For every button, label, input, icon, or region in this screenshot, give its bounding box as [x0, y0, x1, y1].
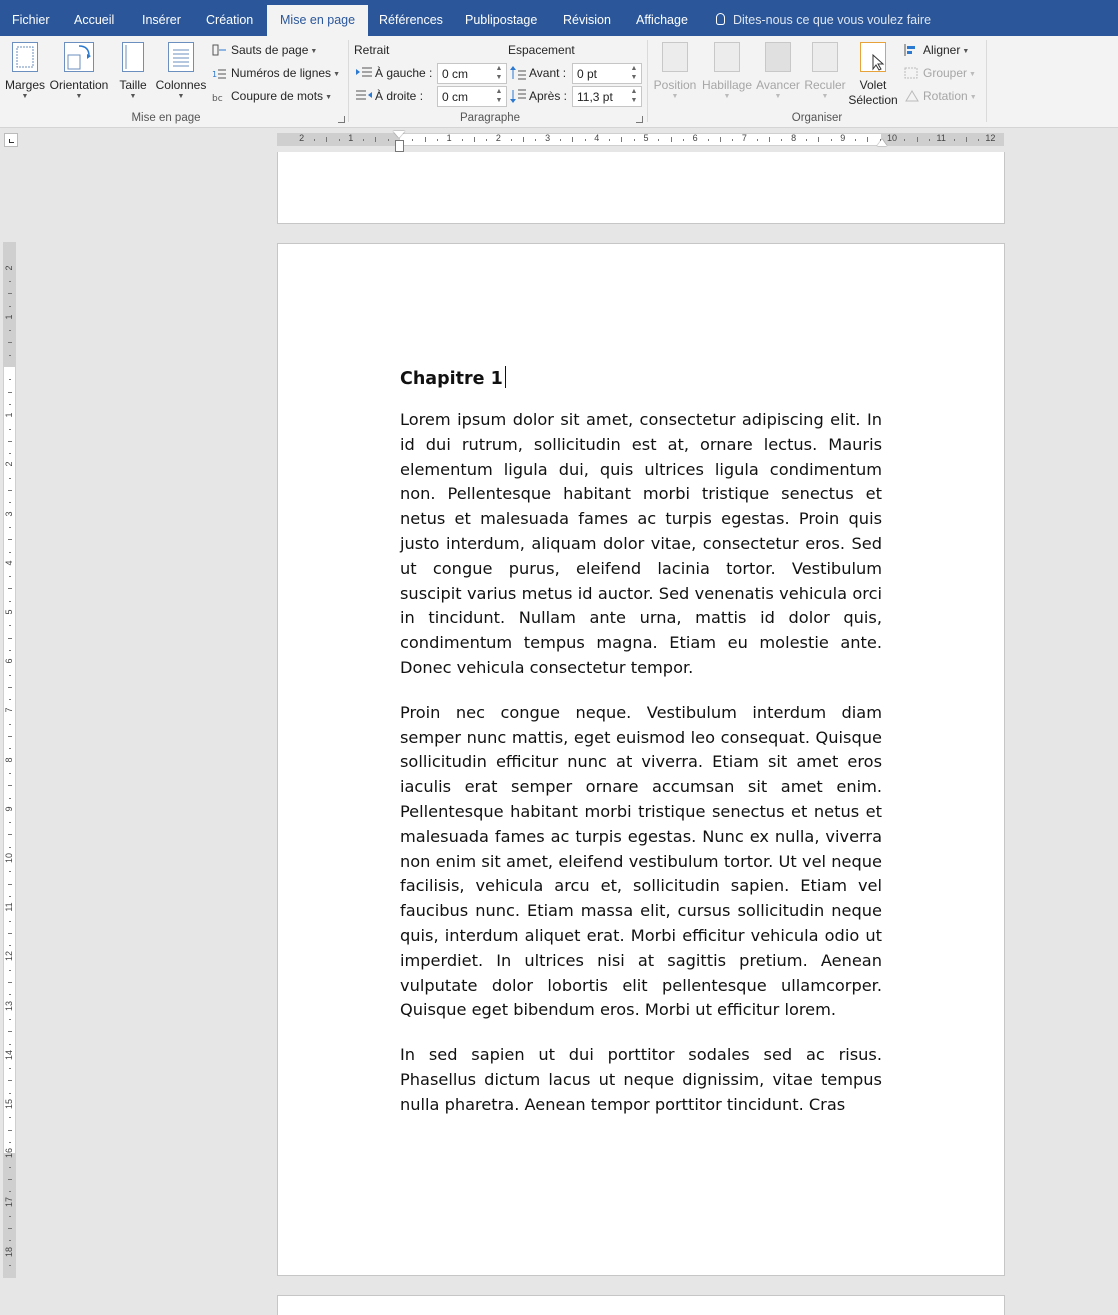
- ribbon: [0, 36, 1118, 128]
- ruler-tick: [904, 139, 905, 141]
- spin-down-icon[interactable]: ▼: [630, 74, 638, 81]
- ruler-number: 11: [936, 133, 946, 143]
- ruler-tick: [831, 139, 832, 141]
- spacing-after-label: Après :: [510, 86, 567, 106]
- ruler-number: 11: [4, 902, 14, 912]
- ruler-number: 14: [4, 1049, 14, 1060]
- ruler-number: 17: [4, 1197, 14, 1208]
- indent-left-input[interactable]: [438, 64, 492, 83]
- ruler-number: 7: [741, 133, 747, 143]
- ruler-tick: [978, 139, 979, 141]
- ruler-tick: [9, 871, 11, 872]
- spacing-section-title: Espacement: [508, 43, 575, 57]
- ruler-tick: [8, 1031, 12, 1032]
- size-button[interactable]: Taille ▼: [114, 42, 152, 102]
- send-backward-button[interactable]: Reculer ▼: [802, 42, 848, 102]
- margins-button[interactable]: Marges ▼: [4, 42, 46, 102]
- tab-insert[interactable]: Insérer: [142, 13, 181, 27]
- ruler-number: 16: [4, 1148, 14, 1159]
- ruler-tick: [8, 490, 12, 491]
- svg-text:1: 1: [212, 70, 218, 79]
- indent-section-title: Retrait: [354, 43, 390, 57]
- page-setup-group-label: Mise en page: [131, 112, 201, 124]
- ruler-tick: [621, 137, 622, 142]
- ruler-tick: [8, 785, 12, 786]
- chapter-heading[interactable]: Chapitre 1: [400, 364, 882, 394]
- ruler-number: 2: [4, 461, 14, 467]
- ruler-tick: [9, 1191, 11, 1192]
- chevron-down-icon: ▼: [774, 93, 782, 100]
- ruler-tick: [8, 392, 12, 393]
- ruler-tick: [9, 896, 11, 897]
- spin-up-icon[interactable]: ▲: [495, 88, 503, 95]
- rotate-icon: [904, 88, 919, 100]
- ruler-number: 6: [4, 658, 14, 664]
- tab-view[interactable]: Affichage: [636, 13, 688, 27]
- ruler-tick: [425, 137, 426, 142]
- ruler-tick: [9, 675, 11, 676]
- orientation-icon: [64, 42, 94, 72]
- ruler-tick: [8, 638, 12, 639]
- ruler-tick: [8, 1228, 12, 1229]
- chevron-down-icon: ▼: [962, 48, 970, 55]
- ribbon-tab-bar: [0, 0, 1118, 36]
- ruler-number: 10: [4, 853, 14, 864]
- ruler-tick: [8, 293, 12, 294]
- chevron-down-icon: ▼: [177, 93, 185, 100]
- send-backward-icon: [812, 42, 838, 72]
- ruler-tick: [9, 478, 11, 479]
- right-indent-marker[interactable]: [877, 139, 887, 146]
- ruler-tick: [9, 330, 11, 331]
- page-break-icon: [212, 42, 227, 54]
- ruler-number: 7: [4, 707, 14, 713]
- tab-mailings[interactable]: Publipostage: [465, 13, 538, 27]
- chevron-down-icon: ▼: [75, 93, 83, 100]
- wrap-text-button[interactable]: Habillage ▼: [700, 42, 754, 102]
- spin-down-icon[interactable]: ▼: [630, 97, 638, 104]
- ruler-tick: [8, 1130, 12, 1131]
- ruler-tick: [9, 355, 11, 356]
- columns-button[interactable]: Colonnes ▼: [154, 42, 208, 102]
- spacing-before-spinner[interactable]: [572, 63, 642, 84]
- ruler-tick: [585, 139, 586, 141]
- indent-left-label: À gauche :: [356, 63, 432, 83]
- paragraph-dialog-launcher[interactable]: [636, 116, 643, 123]
- ruler-tick: [708, 139, 709, 141]
- group-separator: [647, 40, 648, 122]
- document-body[interactable]: [400, 364, 882, 1138]
- ruler-tick: [9, 601, 11, 602]
- tab-references[interactable]: Références: [379, 13, 443, 27]
- ruler-tick: [954, 139, 955, 141]
- ruler-number: 10: [886, 133, 897, 143]
- ruler-tick: [9, 453, 11, 454]
- spacing-after-input[interactable]: [573, 87, 627, 106]
- line-numbers-button[interactable]: 1 Numéros de lignes ▼: [212, 66, 340, 80]
- ruler-number: 8: [791, 133, 797, 143]
- ruler-number: 2: [4, 265, 14, 271]
- ruler-tick: [9, 1093, 11, 1094]
- horizontal-ruler[interactable]: [277, 133, 1004, 146]
- chevron-down-icon: ▼: [821, 93, 829, 100]
- ruler-tick: [9, 921, 11, 922]
- rotate-button[interactable]: Rotation ▼: [904, 86, 977, 106]
- text-cursor: [505, 366, 506, 388]
- indent-right-label: À droite :: [356, 86, 423, 106]
- ruler-tick: [572, 137, 573, 142]
- tab-design[interactable]: Création: [206, 13, 254, 27]
- bring-forward-button[interactable]: Avancer ▼: [755, 42, 801, 102]
- tab-file[interactable]: Fichier: [12, 13, 50, 27]
- ruler-tick: [8, 982, 12, 983]
- ruler-tick: [8, 1080, 12, 1081]
- ruler-tick: [8, 834, 12, 835]
- ruler-tick: [9, 1167, 11, 1168]
- ruler-tick: [326, 137, 327, 142]
- chevron-down-icon: ▼: [723, 93, 731, 100]
- align-button[interactable]: Aligner ▼: [904, 40, 969, 60]
- ruler-tick: [9, 822, 11, 823]
- spin-up-icon[interactable]: ▲: [495, 65, 503, 72]
- ruler-tick: [671, 137, 672, 142]
- paragraph[interactable]: In sed sapien ut dui porttitor sodales sed ac risus. Phasellus dictum lacus ut neque dignissim, vitae tempus nulla pharetra. Aenean tempor porttitor tincidunt. Cras: [400, 1045, 882, 1114]
- spacing-before-label: Avant :: [510, 63, 566, 83]
- ruler-tick: [720, 137, 721, 142]
- spacing-before-icon: [510, 66, 526, 80]
- bring-forward-icon: [765, 42, 791, 72]
- tab-layout[interactable]: Mise en page: [267, 5, 368, 36]
- tab-review[interactable]: Révision: [563, 13, 611, 27]
- ruler-tick: [966, 137, 967, 142]
- ruler-tick: [560, 139, 561, 141]
- ruler-tick: [486, 139, 487, 141]
- ruler-tick: [757, 139, 758, 141]
- tab-home[interactable]: Accueil: [74, 13, 115, 27]
- ruler-tick: [9, 1044, 11, 1045]
- ruler-tick: [9, 576, 11, 577]
- hyphenation-icon: [212, 88, 227, 100]
- ruler-tick: [523, 137, 524, 142]
- ruler-tick: [867, 137, 868, 142]
- ruler-tick: [9, 798, 11, 799]
- ruler-number: 12: [985, 133, 996, 143]
- chevron-down-icon: ▼: [129, 93, 137, 100]
- ruler-tick: [917, 137, 918, 142]
- ruler-tick: [9, 552, 11, 553]
- ruler-tick: [683, 139, 684, 141]
- indent-right-icon: [356, 88, 372, 100]
- ruler-tick: [375, 137, 376, 142]
- group-separator: [348, 40, 349, 122]
- ruler-number: 9: [840, 133, 846, 143]
- ruler-tick: [634, 139, 635, 141]
- ruler-tick: [658, 139, 659, 141]
- svg-text:bc: bc: [212, 94, 223, 102]
- ruler-number: 9: [4, 806, 14, 812]
- spacing-before-input[interactable]: [573, 64, 627, 83]
- selection-pane-icon: [860, 42, 886, 72]
- ruler-tick: [781, 139, 782, 141]
- ruler-tick: [8, 539, 12, 540]
- ruler-tick: [609, 139, 610, 141]
- ruler-number: 6: [692, 133, 698, 143]
- ruler-number: 3: [4, 511, 14, 517]
- first-line-indent-marker[interactable]: [393, 131, 405, 138]
- paragraph[interactable]: Proin nec congue neque. Vestibulum interdum diam semper nunc mattis, eget euismod leo consequat. Quisque sollicitudin efficitur nunc at viverra. Etiam sit amet eros iaculis erat semper ornare accumsan sit amet enim. Pellentesque habitant morbi tristique senectus et netus et malesuada fames ac turpis egestas. Nunc ex nulla, viverra non enim sit amet, eleifend vestibulum tortor. Ut vel neque facilisis, vehicula arcu et, sollicitudin sapien. Etiam vel faucibus nunc. Etiam massa elit, cursus sollicitudin neque quis, interdum aliquet erat. Morbi efficitur vehicula odio ut imperdiet. In ultrices nisi at sagittis pretium. Aenean vulputate dolor lobortis elit pellentesque ullamcorper. Quisque eget bibendum eros. Morbi ut efficitur lorem.: [400, 702, 882, 1020]
- ruler-tick: [929, 139, 930, 141]
- ruler-tick: [462, 139, 463, 141]
- left-indent-marker[interactable]: [395, 140, 404, 152]
- ruler-tick: [535, 139, 536, 141]
- ruler-number: 4: [4, 560, 14, 566]
- tab-selector[interactable]: [4, 133, 18, 147]
- ruler-tick: [339, 139, 340, 141]
- ruler-number: 12: [4, 951, 14, 962]
- ruler-number: 1: [446, 133, 452, 143]
- ruler-tick: [9, 1142, 11, 1143]
- tell-me-text: Dites-nous ce que vous voulez faire: [733, 13, 932, 27]
- ruler-number: 2: [495, 133, 501, 143]
- chevron-down-icon: ▼: [333, 71, 340, 78]
- ruler-tick: [732, 139, 733, 141]
- vertical-ruler[interactable]: [3, 242, 16, 1278]
- position-icon: [662, 42, 688, 72]
- tell-me-box[interactable]: [716, 0, 931, 36]
- spin-down-icon[interactable]: ▼: [495, 74, 503, 81]
- ruler-tick: [769, 137, 770, 142]
- previous-page: [277, 152, 1005, 224]
- ruler-tick: [9, 1019, 11, 1020]
- ruler-tick: [818, 137, 819, 142]
- indent-right-input[interactable]: [438, 87, 492, 106]
- ruler-number: 3: [545, 133, 551, 143]
- group-icon: [904, 65, 919, 77]
- ruler-tick: [9, 625, 11, 626]
- ruler-tick: [8, 687, 12, 688]
- align-icon: [904, 42, 919, 54]
- chevron-down-icon: ▼: [325, 94, 332, 101]
- ruler-number: 15: [4, 1099, 14, 1110]
- indent-right-spinner[interactable]: [437, 86, 507, 107]
- chevron-down-icon: ▼: [671, 93, 679, 100]
- ruler-tick: [9, 429, 11, 430]
- ruler-tick: [9, 527, 11, 528]
- ruler-tick: [8, 1179, 12, 1180]
- margins-icon: [12, 42, 38, 72]
- ruler-tick: [9, 847, 11, 848]
- ruler-tick: [9, 1117, 11, 1118]
- ruler-tick: [9, 404, 11, 405]
- ruler-tick: [8, 342, 12, 343]
- arrange-group-label: Organiser: [791, 112, 843, 124]
- orientation-button[interactable]: Orientation ▼: [48, 42, 110, 102]
- spin-down-icon[interactable]: ▼: [495, 97, 503, 104]
- ruler-tick: [8, 884, 12, 885]
- chevron-down-icon: ▼: [969, 94, 977, 101]
- group-separator: [986, 40, 987, 122]
- paragraph[interactable]: Lorem ipsum dolor sit amet, consectetur adipiscing elit. In id dui rutrum, sollicitudin est at, ornare lectus. Mauris elementum ligula dui, quis ultrices ligula condimentum non. Pellentesque habitant morbi tristique senectus et netus et malesuada fames ac turpis egestas. Proin quis justo interdum, aliquam dolor vitae, consectetur eros. Sed ut congue purus, eleifend lacinia tortor. Vestibulum suscipit varius metus id auctor. Sed venenatis vehicula orci in tincidunt. Nullam ante urna, mattis id dolor quis, condimentum tempus magna. Etiam eu molestie ante. Donec vehicula consectetur tempor.: [400, 410, 882, 677]
- ruler-tick: [855, 139, 856, 141]
- spacing-after-spinner[interactable]: [572, 86, 642, 107]
- ruler-number: 1: [4, 314, 14, 320]
- chevron-down-icon: ▼: [969, 71, 976, 78]
- group-objects-button[interactable]: Grouper ▼: [904, 63, 976, 83]
- ruler-tick: [8, 441, 12, 442]
- ruler-tick: [9, 1265, 11, 1266]
- document-page[interactable]: [277, 243, 1005, 1276]
- spin-up-icon[interactable]: ▲: [630, 65, 638, 72]
- ruler-tick: [363, 139, 364, 141]
- ruler-tick: [474, 137, 475, 142]
- ruler-tick: [9, 502, 11, 503]
- ruler-tick: [314, 139, 315, 141]
- hyphenation-button[interactable]: bc Coupure de mots ▼: [212, 89, 332, 103]
- ruler-tick: [9, 306, 11, 307]
- ruler-tick: [437, 139, 438, 141]
- indent-left-spinner[interactable]: [437, 63, 507, 84]
- lightbulb-icon: [716, 13, 725, 25]
- ruler-number: 5: [4, 609, 14, 615]
- ruler-tick: [9, 1068, 11, 1069]
- ruler-tick: [9, 650, 11, 651]
- ruler-tick: [511, 139, 512, 141]
- ruler-tick: [8, 736, 12, 737]
- ruler-number: 5: [643, 133, 649, 143]
- ruler-tick: [9, 748, 11, 749]
- ruler-tick: [8, 588, 12, 589]
- paragraph-group-label: Paragraphe: [459, 112, 521, 124]
- ruler-tick: [9, 994, 11, 995]
- ruler-tick: [9, 1216, 11, 1217]
- ruler-tick: [388, 139, 389, 141]
- spin-up-icon[interactable]: ▲: [630, 88, 638, 95]
- ruler-tick: [9, 970, 11, 971]
- ruler-tick: [9, 945, 11, 946]
- ruler-tick: [9, 699, 11, 700]
- ruler-tick: [8, 933, 12, 934]
- ruler-number: 18: [4, 1246, 14, 1257]
- selection-pane-button[interactable]: Volet Sélection: [848, 42, 898, 107]
- ruler-number: 13: [4, 1000, 14, 1011]
- wrap-text-icon: [714, 42, 740, 72]
- position-button[interactable]: Position ▼: [652, 42, 698, 102]
- ruler-number: 1: [348, 133, 354, 143]
- spacing-after-icon: [510, 89, 526, 103]
- columns-icon: [168, 42, 194, 72]
- chevron-down-icon: ▼: [21, 93, 29, 100]
- indent-left-icon: [356, 65, 372, 77]
- ruler-tick: [9, 1240, 11, 1241]
- left-tab-icon: [9, 139, 14, 143]
- ruler-tick: [9, 379, 11, 380]
- line-numbers-icon: [212, 65, 227, 77]
- ruler-tick: [9, 773, 11, 774]
- ruler-number: 1: [4, 412, 14, 418]
- ruler-tick: [9, 724, 11, 725]
- chevron-down-icon: ▼: [310, 48, 318, 55]
- ruler-number: 2: [299, 133, 305, 143]
- ruler-tick: [806, 139, 807, 141]
- breaks-button[interactable]: Sauts de page ▼: [212, 40, 317, 60]
- ruler-number: 4: [594, 133, 600, 143]
- page-setup-dialog-launcher[interactable]: [338, 116, 345, 123]
- page-size-icon: [122, 42, 144, 72]
- ruler-tick: [9, 281, 11, 282]
- next-page: [277, 1295, 1005, 1315]
- ruler-number: 8: [4, 757, 14, 763]
- ruler-tick: [412, 139, 413, 141]
